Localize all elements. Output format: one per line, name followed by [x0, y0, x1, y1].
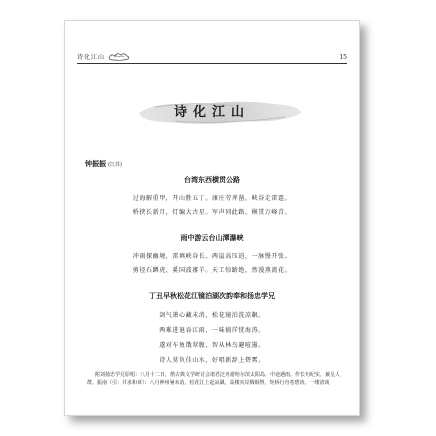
page-number: 15 [339, 54, 347, 61]
running-title: 诗化江山 [77, 54, 106, 61]
poem-line: 剑气箫心藏未消，松花镜泊洗凉飙。 [159, 312, 265, 319]
section-title: 诗化江山 [173, 105, 250, 120]
poem-line: 遂对车鱼饿翠腹，智从林鸟避喧嚣。 [159, 342, 265, 349]
poem-title: 台湾东西横贯公路 [184, 176, 240, 184]
poem-title: 丁丑早秋松花江镜泊湖次韵奉和扬忠学兄 [149, 292, 275, 300]
poem-line: 两难进退吞江雨，一味徜徉恍海涛。 [159, 327, 265, 334]
poem-note: 附刘扬忠学兄原唱：八月十二日，偕古典文学研讨会诸君泛舟游哈尔滨太阳岛，中途遇雨。作长句纪实，兼呈人群。振南（引：并求和章）：八月神州暑未消，松花江上起凉飙。高楼夹岸腾铜脊，矩桥行舟卷碧涛。一缕清谈 [87, 372, 341, 386]
author-name: 钟振振 [85, 160, 106, 168]
book-page [64, 20, 360, 416]
poem-title: 雨中游云台山潭瀑峡 [180, 234, 244, 242]
cloud-ornament-icon [108, 52, 130, 61]
running-header [77, 47, 347, 64]
poem-line: 桥挟长新月，灯编大古星。军声同此路，横贯万峰青。 [132, 209, 292, 216]
author-province: (江苏) [108, 162, 122, 168]
author-line [85, 159, 122, 169]
section-title-block [65, 91, 359, 129]
poem-line: 过海解重甲，开山胜五丁。康庄劳斧凿，峡谷走雷霆。 [132, 195, 292, 202]
poem-line: 诗人莫负佳山水，好唱新辞上碧霄。 [159, 357, 265, 364]
poem-line: 冲雨探幽境，雷填峡谷长。两崖高压迫，一脉慢开张。 [132, 253, 292, 260]
poem-line: 剪径石蹲虎，奚国波審羊。天工惊路绝，然漫燕流花。 [132, 267, 292, 274]
